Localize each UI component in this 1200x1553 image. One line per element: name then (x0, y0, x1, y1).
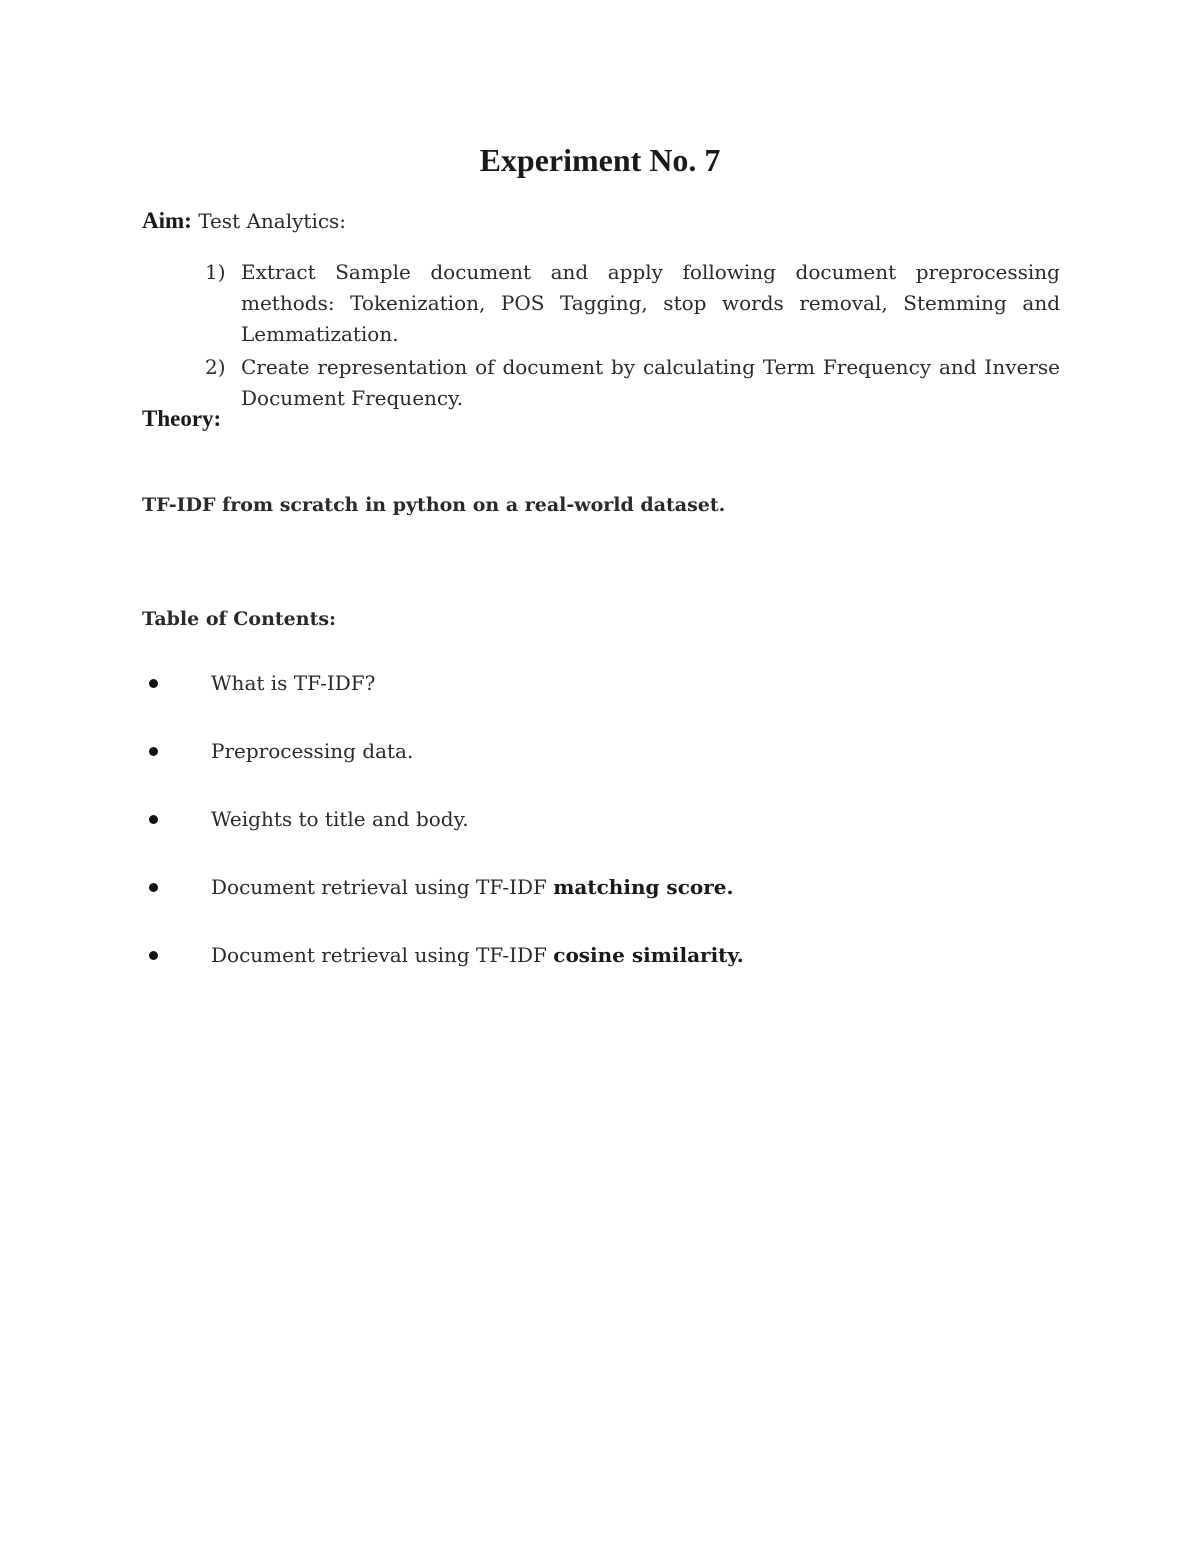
toc-item-text (211, 668, 375, 698)
toc-item (142, 804, 1042, 872)
toc-item-text (211, 736, 413, 766)
aim-list (205, 257, 1060, 416)
bullet-icon (149, 679, 158, 688)
aim-text: Test Analytics: (198, 209, 347, 233)
aim-item-number: 1) (205, 260, 226, 284)
bullet-icon (149, 883, 158, 892)
toc-list (142, 668, 1042, 1008)
page-title: Experiment No. 7 (479, 142, 721, 178)
bullet-icon (149, 815, 158, 824)
toc-item-text (211, 940, 744, 970)
toc-heading: Table of Contents: (142, 608, 337, 630)
aim-list-item (205, 352, 1060, 414)
theory-subheading: TF-IDF from scratch in python on a real-world dataset. (142, 494, 726, 516)
aim-item-text: Extract Sample document and apply following document preprocessing methods: Tokenization, POS Tagging, stop words removal, Stemming and Lemmatization. (241, 260, 1060, 346)
toc-item (142, 872, 1042, 940)
aim-line (142, 206, 346, 236)
theory-heading: Theory: (142, 406, 222, 431)
toc-item (142, 940, 1042, 1008)
toc-item-text (211, 804, 469, 834)
aim-item-text: Create representation of document by calculating Term Frequency and Inverse Document Frequency. (241, 355, 1060, 410)
aim-item-number: 2) (205, 355, 226, 379)
toc-item-text (211, 872, 733, 902)
aim-label: Aim: (142, 208, 192, 233)
toc-item-plain: Document retrieval using TF-IDF (211, 943, 554, 967)
bullet-icon (149, 747, 158, 756)
toc-item (142, 736, 1042, 804)
toc-item-plain: What is TF-IDF? (211, 671, 376, 695)
toc-item-bold: cosine similarity. (553, 943, 744, 967)
bullet-icon (149, 951, 158, 960)
toc-item-plain: Document retrieval using TF-IDF (211, 875, 554, 899)
toc-item (142, 668, 1042, 736)
aim-list-item (205, 257, 1060, 350)
toc-item-plain: Preprocessing data. (211, 739, 414, 763)
toc-item-plain: Weights to title and body. (211, 807, 469, 831)
toc-item-bold: matching score. (553, 875, 734, 899)
